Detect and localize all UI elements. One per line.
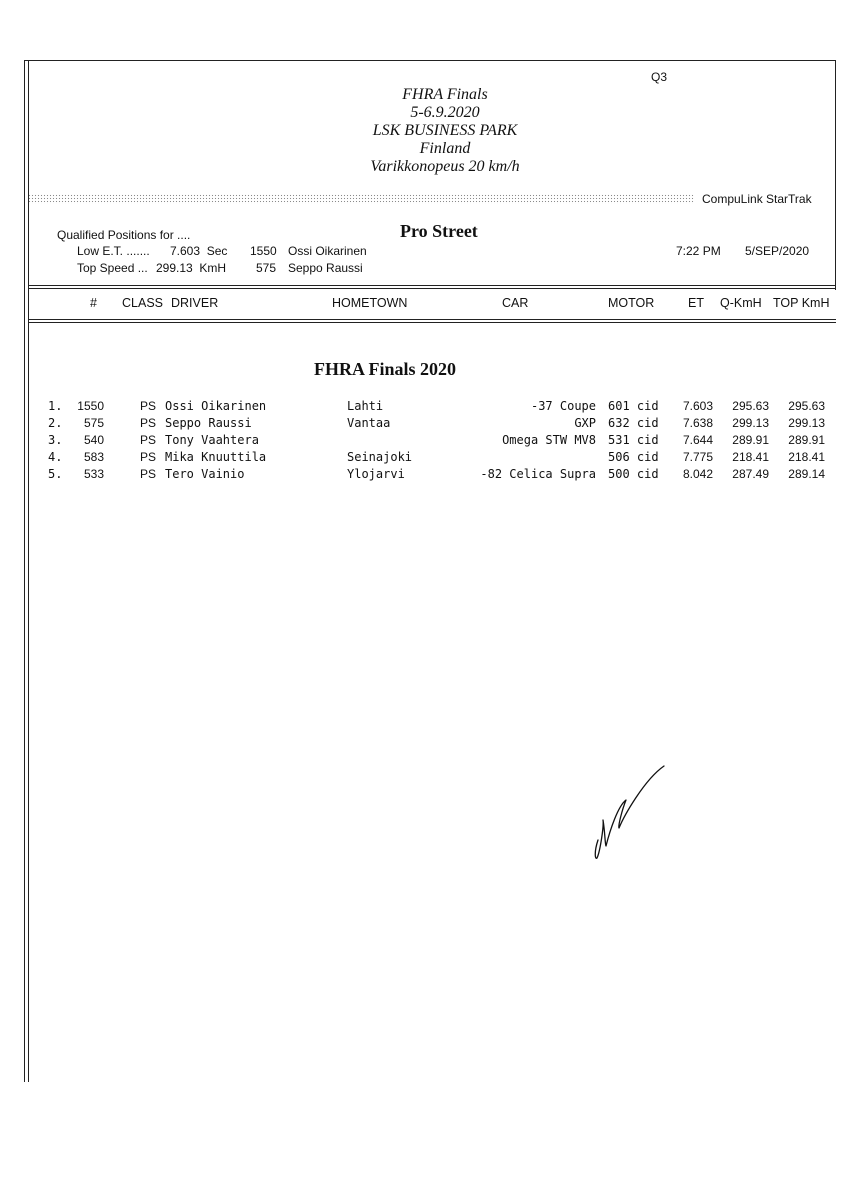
cell-et: 8.042 (682, 467, 713, 481)
header-rule-bottom-1 (28, 319, 836, 320)
cell-class: PS (140, 433, 157, 447)
cell-num: 575 (83, 416, 104, 430)
cell-num: 533 (83, 467, 104, 481)
cell-topkmh: 289.91 (788, 433, 825, 447)
cell-topkmh: 289.14 (788, 467, 825, 481)
cell-qkmh: 289.91 (732, 433, 769, 447)
cell-driver: Ossi Oikarinen (165, 399, 267, 413)
cell-car: -82 Celica Supra (480, 467, 596, 481)
cell-topkmh: 295.63 (788, 399, 825, 413)
left-border-inner (28, 60, 29, 1082)
col-motor: MOTOR (608, 296, 655, 310)
low-et-label: Low E.T. ....... (77, 244, 150, 258)
table-row (0, 416, 848, 433)
system-name: CompuLink StarTrak (702, 192, 812, 206)
table-row (0, 450, 848, 467)
cell-class: PS (140, 450, 157, 464)
cell-pos: 5. (48, 467, 63, 481)
event-date: 5-6.9.2020 (410, 104, 480, 121)
top-speed-number: 575 (256, 261, 277, 275)
cell-driver: Mika Knuuttila (165, 450, 267, 464)
header-rule-top-2 (28, 288, 836, 289)
report-time: 7:22 PM (676, 244, 721, 258)
col-hometown: HOMETOWN (332, 296, 408, 310)
cell-topkmh: 299.13 (788, 416, 825, 430)
cell-qkmh: 218.41 (732, 450, 769, 464)
cell-car: GXP (574, 416, 596, 430)
cell-driver: Tony Vaahtera (165, 433, 259, 447)
cell-pos: 2. (48, 416, 63, 430)
table-row (0, 467, 848, 484)
cell-hometown: Seinajoki (347, 450, 413, 464)
header-rule-bottom-2 (28, 322, 836, 323)
cell-hometown: Ylojarvi (347, 467, 405, 481)
cell-qkmh: 299.13 (732, 416, 769, 430)
right-border (835, 60, 836, 290)
header-rule-top-1 (28, 285, 836, 286)
cell-pos: 4. (48, 450, 63, 464)
cell-motor: 506 cid (608, 450, 659, 464)
cell-driver: Seppo Raussi (165, 416, 252, 430)
cell-motor: 500 cid (608, 467, 659, 481)
dotted-band (28, 194, 694, 204)
table-row (0, 433, 848, 450)
signature (588, 760, 678, 870)
cell-pos: 3. (48, 433, 63, 447)
cell-topkmh: 218.41 (788, 450, 825, 464)
cell-num: 583 (83, 450, 104, 464)
col-topkmh: TOP KmH (773, 296, 830, 310)
cell-num: 1550 (77, 399, 104, 413)
col-num: # (90, 296, 97, 310)
event-pit-speed: Varikkonopeus 20 km/h (370, 158, 520, 175)
cell-hometown: Vantaa (347, 416, 391, 430)
cell-motor: 601 cid (608, 399, 659, 413)
cell-driver: Tero Vainio (165, 467, 245, 481)
cell-num: 540 (83, 433, 104, 447)
col-qkmh: Q-KmH (720, 296, 762, 310)
event-country: Finland (419, 140, 471, 157)
cell-class: PS (140, 467, 157, 481)
cell-qkmh: 287.49 (732, 467, 769, 481)
cell-et: 7.775 (682, 450, 713, 464)
cell-car: Omega STW MV8 (502, 433, 596, 447)
report-date: 5/SEP/2020 (745, 244, 810, 258)
cell-et: 7.603 (682, 399, 713, 413)
top-border (24, 60, 836, 61)
low-et-driver: Ossi Oikarinen (288, 244, 367, 258)
col-car: CAR (502, 296, 529, 310)
cell-et: 7.644 (682, 433, 713, 447)
event-title: FHRA Finals (402, 86, 488, 103)
class-title: Pro Street (400, 221, 478, 241)
cell-motor: 531 cid (608, 433, 659, 447)
col-driver: DRIVER (171, 296, 219, 310)
page-code: Q3 (651, 70, 668, 84)
cell-hometown: Lahti (347, 399, 384, 413)
event-venue: LSK BUSINESS PARK (372, 122, 518, 139)
cell-class: PS (140, 416, 157, 430)
top-speed-label: Top Speed ... (77, 261, 148, 275)
cell-et: 7.638 (682, 416, 713, 430)
low-et-value: 7.603 Sec (170, 244, 228, 258)
cell-pos: 1. (48, 399, 63, 413)
left-border-outer (24, 60, 25, 1082)
cell-motor: 632 cid (608, 416, 659, 430)
qualified-label: Qualified Positions for .... (57, 228, 191, 242)
low-et-number: 1550 (250, 244, 277, 258)
cell-qkmh: 295.63 (732, 399, 769, 413)
table-row (0, 399, 848, 416)
col-class: CLASS (122, 296, 163, 310)
col-et: ET (688, 296, 704, 310)
top-speed-value: 299.13 KmH (156, 261, 227, 275)
cell-car: -37 Coupe (530, 399, 596, 413)
section-title: FHRA Finals 2020 (314, 359, 457, 379)
top-speed-driver: Seppo Raussi (288, 261, 363, 275)
cell-class: PS (140, 399, 157, 413)
event-header (280, 86, 610, 176)
